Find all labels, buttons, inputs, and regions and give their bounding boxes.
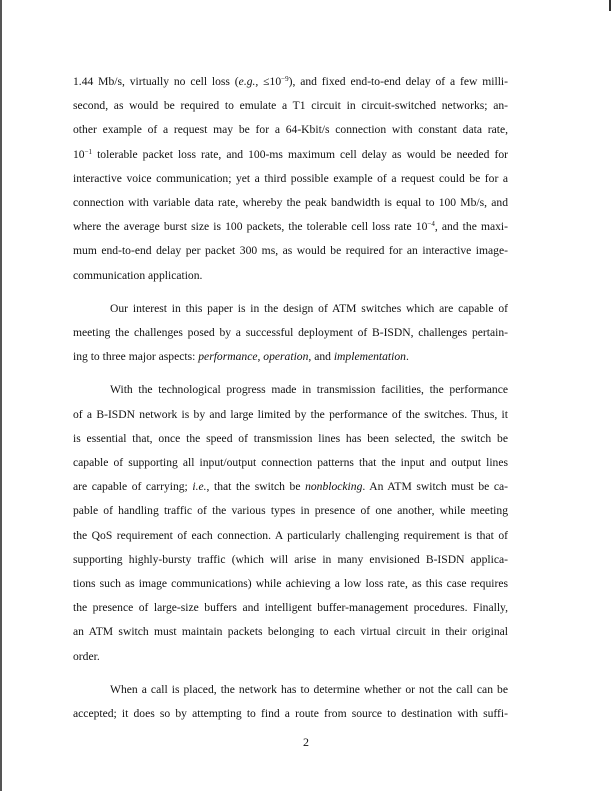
text-line: supporting highly-bursty traffic (which will arise in many envisioned B-ISDN applica-	[73, 552, 508, 566]
text-line: where the average burst size is 100 packets, the tolerable cell loss rate $10^{-4}$, and the maxi-	[73, 220, 508, 234]
text-line: communication application.	[73, 268, 203, 282]
text-line: the QoS requirement of each connection. A particularly challenging requirement is that of	[73, 528, 508, 542]
paragraph-4	[73, 678, 508, 726]
page-body	[73, 70, 508, 735]
text-line: When a call is placed, the network has to determine whether or not the call can be	[110, 682, 508, 696]
text-line: pable of handling traffic of the various types in presence of one another, while meeting	[73, 504, 508, 518]
paragraph-3	[73, 378, 508, 668]
text-line: accepted; it does so by attempting to find a route from source to destination with suffi-	[73, 707, 508, 721]
scan-edge-left	[0, 0, 2, 791]
text-line: order.	[73, 649, 100, 663]
text-line: other example of a request may be for a 64-Kbit/s connection with constant data rate,	[73, 123, 508, 137]
text-line: ing to three major aspects: performance, operation, and implementation.	[73, 350, 409, 364]
text-line: interactive voice communication; yet a third possible example of a request could be for a	[73, 171, 508, 185]
text-line: the presence of large-size buffers and intelligent buffer-management procedures. Finally,	[73, 601, 508, 615]
scan-edge-mark	[609, 0, 611, 11]
text-line: Our interest in this paper is in the design of ATM switches which are capable of	[110, 301, 508, 315]
text-line: With the technological progress made in transmission facilities, the performance	[110, 383, 508, 397]
text-line: $10^{-1}$ tolerable packet loss rate, and 100-ms maximum cell delay as would be needed for	[73, 147, 508, 161]
text-line: is essential that, once the speed of transmission lines has been selected, the switch be	[73, 431, 508, 445]
text-line: connection with variable data rate, whereby the peak bandwidth is equal to 100 Mb/s, and	[73, 196, 508, 210]
text-line: tions such as image communications) while achieving a low loss rate, as this case requires	[73, 577, 508, 591]
paragraph-2	[73, 297, 508, 370]
paragraph-1	[73, 70, 508, 288]
text-line: second, as would be required to emulate a T1 circuit in circuit-switched networks; an-	[73, 99, 508, 113]
text-line: of a B-ISDN network is by and large limited by the performance of the switches. Thus, it	[73, 407, 508, 421]
text-line: 1.44 Mb/s, virtually no cell loss (e.g., $\le 10^{-9}$), and fixed end-to-end delay of a few milli-	[73, 75, 508, 88]
page-number: 2	[303, 735, 309, 749]
text-line: capable of supporting all input/output connection patterns that the input and output lines	[73, 456, 508, 470]
text-line: meeting the challenges posed by a successful deployment of B-ISDN, challenges pertain-	[73, 326, 508, 340]
text-line: an ATM switch must maintain packets belonging to each virtual circuit in their original	[73, 625, 508, 639]
text-line: mum end-to-end delay per packet 300 ms, as would be required for an interactive image-	[73, 244, 508, 258]
text-line: are capable of carrying; i.e., that the switch be nonblocking. An ATM switch must be ca-	[73, 480, 508, 494]
